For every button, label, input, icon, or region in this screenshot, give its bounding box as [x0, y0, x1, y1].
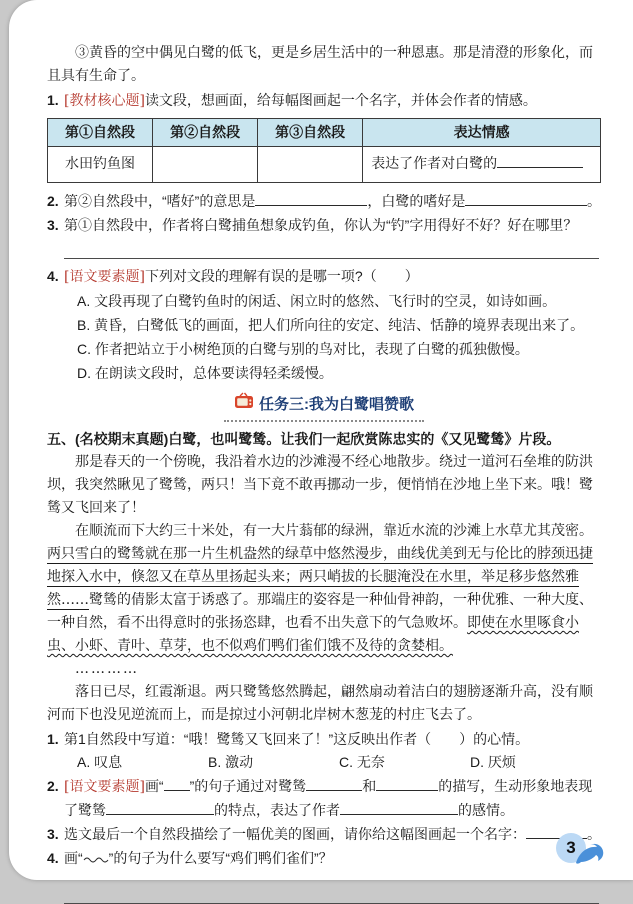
question-tag: [语文要素题]	[64, 269, 145, 285]
page-number: 3	[566, 838, 576, 857]
table-cell-answer: 水田钓鱼图	[48, 147, 153, 183]
passage-text: 鹭鸶的倩影太富于诱惑了。那端庄的姿容是一种仙骨神韵，一种优雅、一种大度、一种自然，看不出得意时的张扬恣肆，也看不出失意下的气急败坏。	[47, 592, 593, 631]
answer-blank	[164, 777, 190, 791]
table-header-cell: 第②自然段	[153, 119, 258, 147]
question-number: 1.	[47, 92, 59, 108]
question-text: ”的句子为什么要写“鸡们鸭们雀们”？	[108, 850, 333, 866]
option-item: C. 作者把站立于小树绝顶的白鹭与别的鸟对比，表现了白鹭的孤独傲慢。	[77, 341, 529, 357]
option-item: B. 黄昏，白鹭低飞的画面，把人们所向往的安定、纯洁、恬静的境界表现出来了。	[77, 317, 585, 333]
section-five-heading: 五、(名校期末真题)白鹭，也叫鹭鸶。让我们一起欣赏陈忠实的《又见鹭鸶》片段。	[47, 431, 561, 447]
tv-icon	[234, 392, 254, 416]
question-number: 2.	[47, 193, 59, 209]
intro-paragraph: ③黄昏的空中偶见白鹭的低飞，更是乡居生活中的一种恩惠。那是清澄的形象化，而且具有生命了。	[47, 45, 593, 84]
question-tag: [教材核心题]	[64, 93, 145, 109]
table-header-row	[48, 119, 601, 147]
question-s1-3	[47, 214, 601, 237]
question-text: 的描写，生动形象地表现了鹭鸶	[64, 778, 593, 818]
answer-blank	[255, 192, 367, 206]
option-list	[47, 290, 601, 385]
question-number: 3.	[47, 826, 59, 842]
passage-paragraph-1: 那是春天的一个傍晚，我沿着水边的沙滩漫不经心地散步。绕过一道河石垒堆的防洪坝，我突然瞅见了鹭鸶，两只！当下竟不敢再挪动一步，便悄悄在沙地上坐下来。哦！鹭鸶又飞回来了！	[47, 454, 593, 516]
table-header-cell: 第③自然段	[258, 119, 363, 147]
answer-blank	[465, 192, 587, 206]
task-banner	[47, 392, 601, 422]
question-s5-2	[47, 775, 601, 822]
passage-ellipsis: …………	[75, 661, 139, 677]
wavy-line-blank	[83, 847, 109, 870]
question-number: 3.	[47, 217, 59, 233]
question-text: 。	[587, 826, 601, 842]
option-item: A. 文段再现了白鹭钓鱼时的闲适、闲立时的悠然、飞行时的空灵，如诗如画。	[77, 293, 557, 309]
question-text: 读文段，想画面，给每幅图画起一个名字，并体会作者的情感。	[144, 92, 537, 108]
question-number: 1.	[47, 731, 59, 747]
table-body-row	[48, 147, 601, 183]
passage-text: 在顺流而下大约三十米处，有一大片蓊郁的绿洲，靠近水流的沙滩上水草尤其茂密。	[75, 523, 593, 539]
question-s5-4	[47, 847, 601, 870]
question-text: 第1自然段中写道：“哦！鹭鸶又飞回来了！”这反映出作者（ ）的心情。	[64, 731, 530, 747]
table-cell-empty	[258, 147, 363, 183]
question-number: 2.	[47, 778, 59, 794]
question-text: 第②自然段中，“嗜好”的意思是	[64, 193, 256, 209]
answers-table	[47, 118, 601, 183]
question-s1-1	[47, 89, 601, 113]
option-item: B. 激动	[208, 754, 254, 770]
question-text: ”的句子通过对鹭鸶	[189, 778, 307, 794]
table-cell-emotion	[363, 147, 601, 183]
worksheet-page	[9, 0, 633, 880]
answer-blank	[306, 777, 362, 791]
table-header-cell: 第①自然段	[48, 119, 153, 147]
question-s1-2	[47, 190, 601, 213]
option-item: C. 无奈	[339, 754, 385, 770]
question-text: 选文最后一个自然段描绘了一幅优美的图画，请你给这幅图画起一个名字：	[64, 826, 526, 842]
question-number: 4.	[47, 268, 59, 284]
task-banner-inner	[224, 392, 424, 422]
passage-wavy-text: 即使在水里啄食小虫、小虾、青叶、草芽，也不似鸡们鸭们雀们饿不及待的贪婪相。	[47, 615, 579, 654]
question-tag: [语文要素题]	[64, 779, 145, 795]
question-text: 。	[587, 193, 601, 209]
table-cell-empty	[153, 147, 258, 183]
answer-blank	[340, 801, 458, 815]
dolphin-icon	[573, 841, 607, 872]
question-text: ，白鹭的嗜好是	[367, 193, 466, 209]
answer-line	[64, 882, 599, 904]
answer-blank	[106, 801, 214, 815]
option-row	[47, 751, 601, 774]
question-number: 4.	[47, 850, 59, 866]
question-s5-1	[47, 728, 601, 751]
question-text: 画“	[144, 778, 164, 794]
passage-paragraph-3: 落日已尽，红霞渐退。两只鹭鸶悠然腾起，翩然扇动着洁白的翅膀逐渐升高，没有顺河而下也没见逆流而上，而是掠过小河朝北岸树木葱茏的村庄飞去了。	[47, 684, 593, 723]
question-text: 的感情。	[458, 802, 514, 818]
question-text: 画“	[64, 850, 83, 866]
option-item: A. 叹息	[77, 754, 123, 770]
question-s5-3	[47, 823, 601, 846]
answer-line	[64, 237, 599, 259]
passage-underlined-text: 两只雪白的鹭鸶就在那一片生机盎然的绿草中悠然漫步，曲线优美到无与伦比的脖颈迅捷地探入水中，倏忽又在草丛里扬起头来；两只峭拔的长腿淹没在水里，举足移步悠然雅然……	[47, 546, 593, 608]
table-header-cell: 表达情感	[363, 119, 601, 147]
question-s1-4	[47, 265, 601, 289]
emotion-prefix: 表达了作者对白鹭的	[371, 156, 498, 172]
question-text: 下列对文段的理解有误的是哪一项?（ ）	[144, 268, 419, 284]
option-item: D. 厌烦	[470, 754, 516, 770]
question-text: 和	[362, 778, 377, 794]
answer-blank	[497, 154, 583, 168]
question-text: 的特点，表达了作者	[214, 802, 340, 818]
passage-paragraph-2	[47, 520, 601, 658]
option-item: D. 在朗读文段时，总体要读得轻柔缓慢。	[77, 365, 333, 381]
question-text: 第①自然段中，作者将白鹭捕鱼想象成钓鱼，你认为“钓”字用得好不好？好在哪里？	[64, 217, 578, 233]
page-content	[9, 0, 633, 904]
task-banner-title: 任务三:我为白鹭唱赞歌	[259, 395, 414, 413]
answer-blank	[376, 777, 438, 791]
